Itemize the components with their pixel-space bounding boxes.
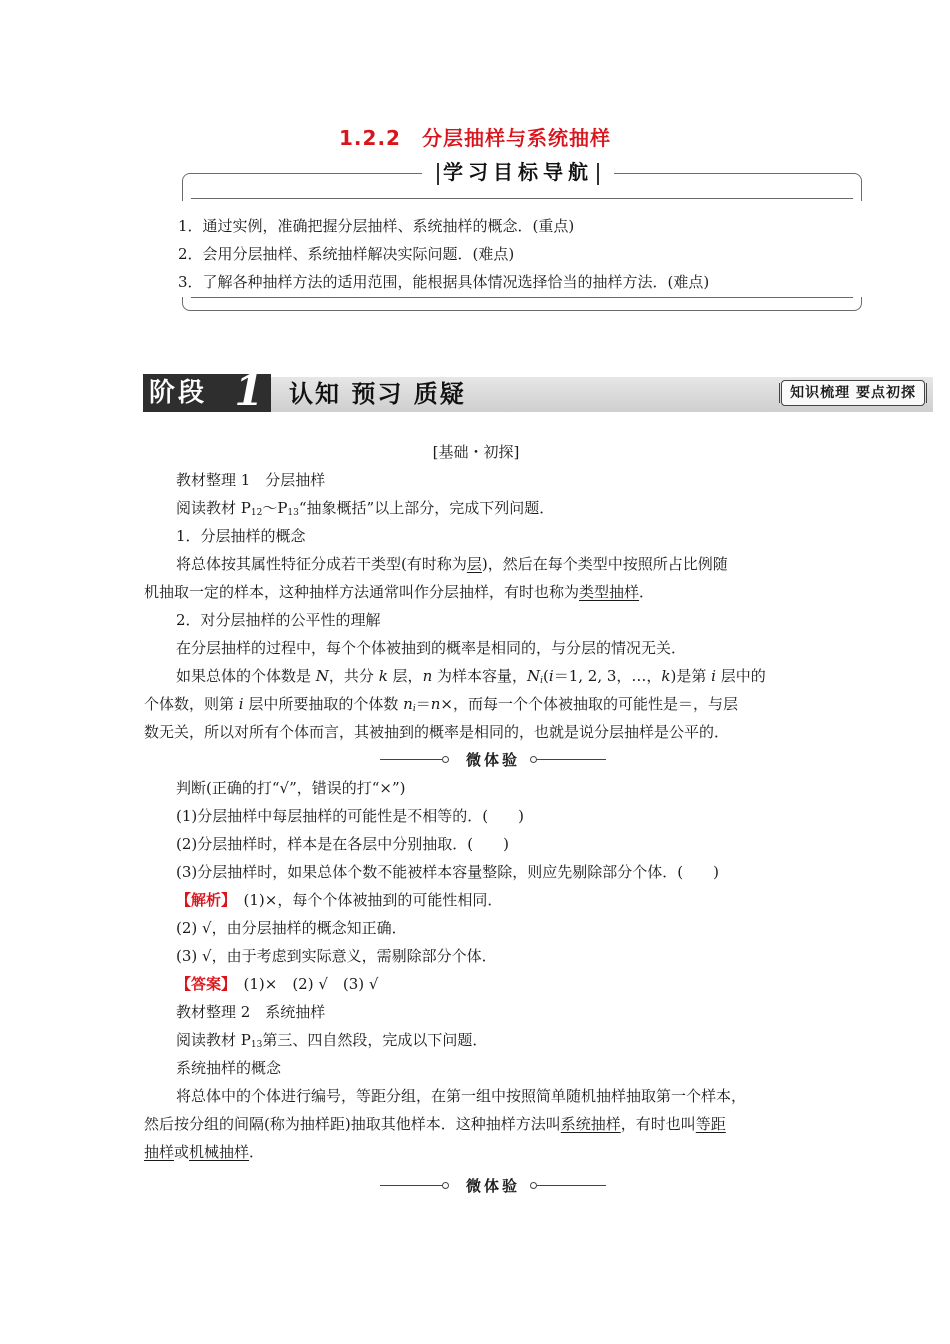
text: (1)×，每个个体被抽到的可能性相同． [228, 891, 503, 909]
text: 阅读教材 P [176, 499, 251, 517]
text: ( [543, 667, 549, 685]
stage-title: 认知 预习 质疑 [289, 380, 466, 408]
text: 层中的 [715, 667, 766, 685]
underlined-term: 层 [466, 555, 482, 573]
math-var: n [422, 667, 433, 685]
concept1-text [144, 550, 808, 578]
systematic-concept-heading: 系统抽样的概念 [176, 1059, 282, 1077]
text: ＝ [415, 695, 431, 713]
math-sub: i [540, 676, 544, 686]
analysis-label: 【解析】 [176, 891, 229, 909]
stage-prefix: 阶段 [143, 374, 271, 412]
goal-frame-bottom [182, 297, 862, 311]
math-var: n [403, 695, 413, 713]
text: 机抽取一定的样本，这种抽样方法通常叫作分层抽样，有时也称为 [144, 583, 580, 601]
text: ，有时也叫 [620, 1115, 696, 1133]
text: ． [639, 583, 655, 601]
concept2-text: 在分层抽样的过程中，每个个体被抽到的概率是相同的，与分层的情况无关． [176, 639, 687, 657]
math-var: k [661, 667, 671, 685]
divider-circle [530, 1182, 537, 1189]
micro-experience-label: 微体验 [465, 1177, 520, 1195]
text: ． [249, 1143, 265, 1161]
divider-line [380, 759, 442, 760]
systematic-concept-text [144, 1110, 808, 1138]
text: 将总体按其属性特征分成若干类型(有时称为 [176, 555, 467, 573]
micro-experience-label: 微体验 [465, 751, 520, 769]
goal-item: 3．了解各种抽样方法的适用范围，能根据具体情况选择恰当的抽样方法．(难点) [178, 273, 710, 291]
divider-circle [442, 1182, 449, 1189]
math-var: i [548, 667, 554, 685]
page-number: 13 [287, 508, 299, 518]
text: 如果总体的个体数是 [176, 667, 316, 685]
main-content [144, 438, 808, 746]
analysis-line: (3) √，由于考虑到实际意义，需剔除部分个体． [176, 947, 497, 965]
divider [597, 163, 599, 185]
micro-experience-divider [380, 1175, 606, 1197]
section1-heading: 教材整理 1 分层抽样 [176, 471, 326, 489]
micro-experience-divider [380, 749, 606, 771]
concept2-heading: 2．对分层抽样的公平性的理解 [176, 611, 381, 629]
concept2-text [144, 690, 808, 718]
divider-line [380, 1185, 442, 1186]
page-number: 12 [250, 508, 263, 518]
divider-line [537, 1185, 606, 1186]
section1-reading [144, 494, 808, 522]
divider-circle [530, 756, 537, 763]
divider-line [537, 759, 606, 760]
learning-goals-label [422, 156, 614, 188]
section2-heading: 教材整理 2 系统抽样 [176, 1003, 326, 1021]
analysis-line [144, 886, 808, 914]
text: “抽象概括”以上部分，完成下列问题． [298, 499, 555, 517]
answer-label: 【答案】 [176, 975, 229, 993]
systematic-concept-text: 将总体中的个体进行编号，等距分组，在第一组中按照简单随机抽样抽取第一个样本， [176, 1087, 747, 1105]
analysis-line: (2) √，由分层抽样的概念知正确． [176, 919, 407, 937]
stage-number: 1 [234, 366, 264, 415]
math-var: N [527, 667, 541, 685]
answer-line [144, 970, 808, 998]
text: 为样本容量， [432, 667, 528, 685]
underlined-term: 机械抽样 [189, 1143, 250, 1161]
text: ＝1, 2, 3，…， [553, 667, 662, 685]
text: ～P [262, 499, 288, 517]
exercise-item: (3)分层抽样时，如果总体个数不能被样本容量整除，则应先剔除部分个体．( ) [176, 863, 719, 881]
exercise-intro: 判断(正确的打“√”，错误的打“×”) [176, 779, 406, 797]
goal-item: 1．通过实例，准确把握分层抽样、系统抽样的概念．(重点) [178, 217, 575, 235]
underlined-term: 系统抽样 [560, 1115, 621, 1133]
text: (1)× (2) √ (3) √ [228, 975, 379, 993]
text: ，共分 [328, 667, 379, 685]
math-var: k [378, 667, 388, 685]
math-var: i [711, 667, 716, 685]
text: 层， [387, 667, 423, 685]
text: 层中所要抽取的个体数 [243, 695, 404, 713]
text: )是第 [670, 667, 712, 685]
exercise-item: (1)分层抽样中每层抽样的可能性是不相等的．( ) [176, 807, 524, 825]
goal-item: 2．会用分层抽样、系统抽样解决实际问题．(难点) [178, 245, 515, 263]
page-number: 13 [250, 1040, 263, 1050]
text: 个体数，则第 [144, 695, 239, 713]
math-var: n [430, 695, 441, 713]
exercise-item: (2)分层抽样时，样本是在各层中分别抽取．( ) [176, 835, 509, 853]
divider-circle [442, 756, 449, 763]
basics-label: [基础・初探] [432, 443, 520, 461]
page-title: 1.2.2 分层抽样与系统抽样 [339, 126, 611, 150]
text: ×，而每一个个体被抽取的可能性是＝，与层 [440, 695, 738, 713]
math-sub: i [412, 704, 416, 714]
math-var: i [238, 695, 244, 713]
underlined-term: 抽样 [144, 1143, 175, 1161]
divider [437, 163, 439, 185]
concept1-text [144, 578, 808, 606]
text: 然后按分组的间隔(称为抽样距)抽取其他样本．这种抽样方法叫 [144, 1115, 561, 1133]
systematic-concept-text [144, 1138, 808, 1166]
exercise-section [144, 774, 808, 1166]
concept2-text [144, 662, 808, 690]
stage-banner [143, 366, 933, 415]
concept2-text: 数无关，所以对所有个体而言，其被抽到的概率是相同的，也就是说分层抽样是公平的． [144, 723, 730, 741]
learning-goals-list [178, 212, 858, 296]
text: 或 [174, 1143, 190, 1161]
concept1-heading: 1．分层抽样的概念 [176, 527, 306, 545]
math-var: N [315, 667, 329, 685]
text: 第三、四自然段，完成以下问题． [262, 1031, 488, 1049]
underlined-term: 等距 [695, 1115, 726, 1133]
section2-reading [144, 1026, 808, 1054]
underlined-term: 类型抽样 [579, 583, 640, 601]
text: )，然后在每个类型中按照所占比例随 [481, 555, 728, 573]
text: 阅读教材 P [176, 1031, 251, 1049]
stage-tag: 知识梳理 要点初探 [781, 380, 925, 406]
goal-label-text: 学习目标导航 [443, 160, 593, 184]
